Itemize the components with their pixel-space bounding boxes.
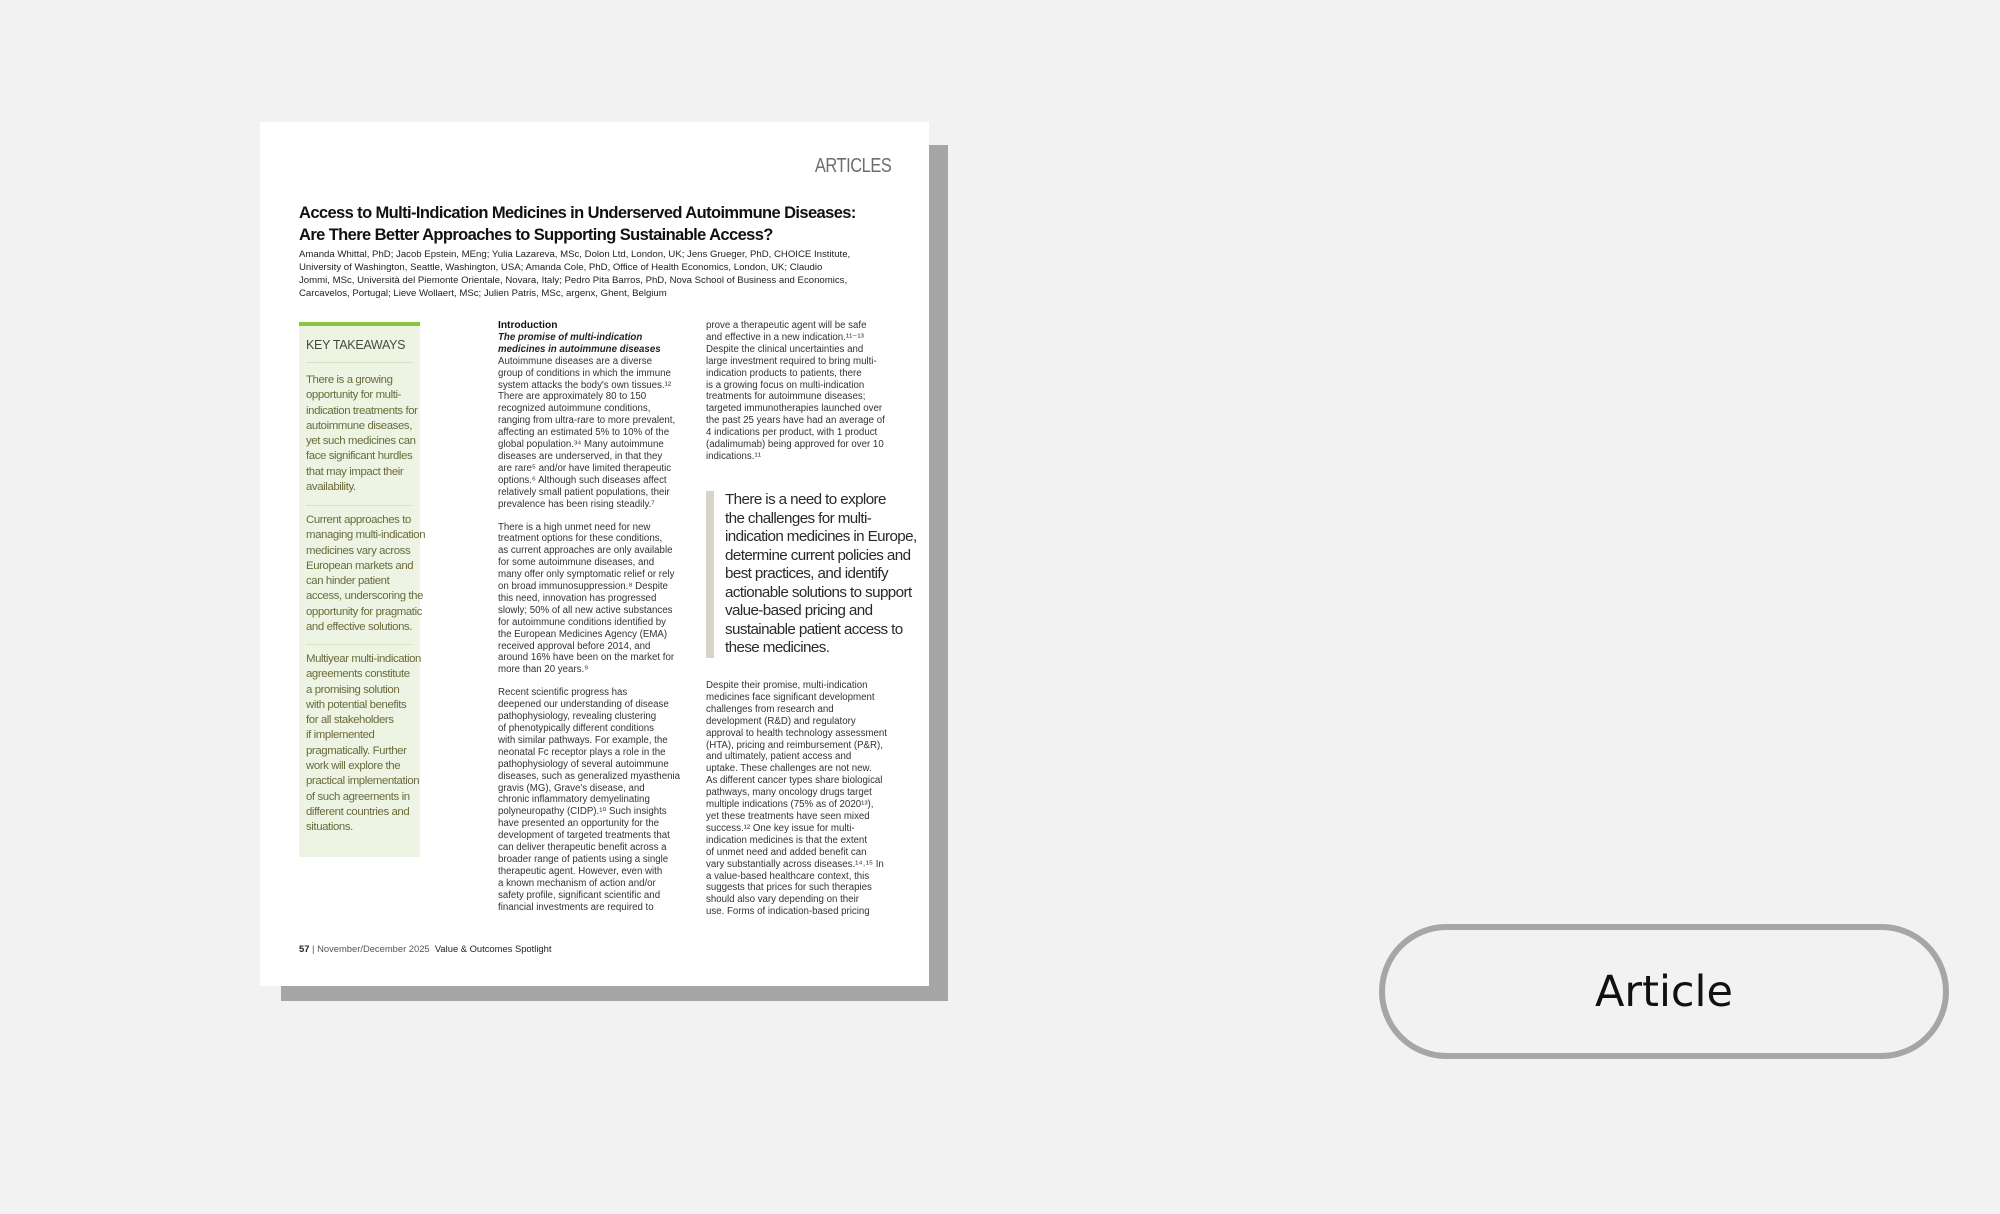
takeaway-line: practical implementation xyxy=(306,775,420,788)
text-line: on broad immunosuppression.⁸ Despite xyxy=(498,581,668,593)
key-takeaways-box xyxy=(299,322,426,857)
article-title-line: Are There Better Approaches to Supporting Sustainable Access? xyxy=(299,226,773,244)
takeaway-line: a promising solution xyxy=(306,683,400,696)
pull-quote-line: sustainable patient access to xyxy=(725,620,903,638)
text-line: treatment options for these conditions, xyxy=(498,533,663,545)
pull-quote-line: indication medicines in Europe, xyxy=(725,528,917,545)
section-heading: Introduction xyxy=(498,320,558,331)
text-line: should also vary depending on their xyxy=(706,894,859,906)
text-line: therapeutic agent. However, even with xyxy=(498,865,663,877)
takeaway-item xyxy=(306,513,426,635)
text-line: suggests that prices for such therapies xyxy=(706,882,872,894)
takeaway-line: can hinder patient xyxy=(306,575,390,588)
takeaway-line: European markets and xyxy=(306,559,414,572)
footer-separator: | xyxy=(309,943,318,954)
text-line: chronic inflammatory demyelinating xyxy=(498,794,650,806)
text-line: indication products to patients, there xyxy=(706,367,862,379)
text-line: yet these treatments have seen mixed xyxy=(706,810,870,822)
text-line: received approval before 2014, and xyxy=(498,640,651,652)
takeaway-line: indication treatments for xyxy=(306,404,418,417)
body-column-2-top xyxy=(706,320,901,463)
takeaway-line: different countries and xyxy=(306,805,410,818)
paragraph xyxy=(498,687,693,913)
text-line: and ultimately, patient access and xyxy=(706,751,852,763)
page-footer xyxy=(299,943,551,954)
text-line: for some autoimmune diseases, and xyxy=(498,557,655,569)
author-line: Carcavelos, Portugal; Lieve Wollaert, MSc; Julien Patris, MSc, argenx, Ghent, Belgium xyxy=(299,288,667,299)
takeaway-line: opportunity for multi- xyxy=(306,389,402,402)
takeaway-line: work will explore the xyxy=(306,760,401,773)
text-line: prevalence has been rising steadily.⁷ xyxy=(498,498,655,510)
takeaway-line: agreements constitute xyxy=(306,668,410,681)
article-button-label: Article xyxy=(1595,966,1733,1017)
takeaway-line: face significant hurdles xyxy=(306,450,413,463)
takeaway-line: Current approaches to xyxy=(306,514,411,526)
takeaway-line: yet such medicines can xyxy=(306,435,416,448)
text-line: approval to health technology assessment xyxy=(706,727,887,739)
takeaway-line: of such agreements in xyxy=(306,790,410,803)
pull-quote-line: these medicines. xyxy=(725,639,830,656)
text-line: uptake. These challenges are not new. xyxy=(706,763,872,775)
takeaway-line: that may impact their xyxy=(306,465,404,478)
text-line: affecting an estimated 5% to 10% of the xyxy=(498,427,670,439)
text-line: gravis (MG), Grave's disease, and xyxy=(498,782,645,794)
text-line: pathophysiology of several autoimmune xyxy=(498,758,669,770)
text-line: and effective in a new indication.¹¹⁻¹³ xyxy=(706,331,864,343)
section-label: ARTICLES xyxy=(814,155,891,177)
takeaway-line: medicines vary across xyxy=(306,544,411,557)
takeaway-line: situations. xyxy=(306,821,353,834)
takeaway-item xyxy=(306,652,421,836)
pull-quote-line: best practices, and identify xyxy=(725,565,889,582)
text-line: a value-based healthcare context, this xyxy=(706,870,870,882)
text-line: targeted immunotherapies launched over xyxy=(706,403,883,415)
text-line: multiple indications (75% as of 2020¹³), xyxy=(706,799,874,811)
article-title-line: Access to Multi-Indication Medicines in Underserved Autoimmune Diseases: xyxy=(299,204,856,222)
text-line: financial investments are required to xyxy=(498,901,654,913)
text-line: of phenotypically different conditions xyxy=(498,723,654,734)
author-line: Jommi, MSc, Università del Piemonte Orientale, Novara, Italy; Pedro Pita Barros, PhD, Nova School of Business and Economics, xyxy=(299,275,848,286)
issue-date: November/December 2025 xyxy=(317,943,430,954)
text-line: Autoimmune diseases are a diverse xyxy=(498,355,653,367)
pull-quote-line: There is a need to explore xyxy=(725,491,886,508)
takeaway-line: Multiyear multi-indication xyxy=(306,653,421,665)
author-line: Amanda Whittal, PhD; Jacob Epstein, MEng; Yulia Lazareva, MSc, Dolon Ltd, London, UK; Jens Grueger, PhD, CHOICE Institute, xyxy=(299,249,851,260)
text-line: group of conditions in which the immune xyxy=(498,367,671,379)
publication-name: Value & Outcomes Spotlight xyxy=(434,943,552,954)
takeaway-line: pragmatically. Further xyxy=(306,744,407,757)
text-line: is a growing focus on multi-indication xyxy=(706,379,865,391)
text-line: global population.³⁴ Many autoimmune xyxy=(498,439,664,451)
pull-quote-line: determine current policies and xyxy=(725,546,911,564)
paragraph xyxy=(498,356,693,511)
text-line: development of targeted treatments that xyxy=(498,830,670,842)
text-line: use. Forms of indication-based pricing xyxy=(706,906,870,918)
text-line: Recent scientific progress has xyxy=(498,687,628,699)
takeaway-line: access, underscoring the xyxy=(306,590,424,603)
paragraph xyxy=(498,522,693,677)
text-line: can deliver therapeutic benefit across a xyxy=(498,842,667,854)
document-page xyxy=(260,122,929,986)
text-line: Despite their promise, multi-indication xyxy=(706,680,868,691)
body-column-1 xyxy=(498,320,693,914)
takeaway-line: for all stakeholders xyxy=(306,714,394,727)
takeaway-line: There is a growing xyxy=(306,374,393,386)
subsection-heading-line: medicines in autoimmune diseases xyxy=(498,343,661,355)
text-line: indications.¹¹ xyxy=(706,450,761,462)
text-line: There are approximately 80 to 150 xyxy=(498,391,647,403)
pull-quote xyxy=(706,491,925,658)
text-line: (adalimumab) being approved for over 10 xyxy=(706,439,884,451)
article-title xyxy=(299,202,899,246)
text-line: challenges from research and xyxy=(706,703,834,715)
text-line: There is a high unmet need for new xyxy=(498,521,651,533)
text-line: around 16% have been on the market for xyxy=(498,652,675,664)
takeaway-line: autoimmune diseases, xyxy=(306,419,412,432)
text-line: polyneuropathy (CIDP).¹⁰ Such insights xyxy=(498,806,667,818)
takeaways-divider xyxy=(306,505,413,506)
text-line: diseases, such as generalized myasthenia xyxy=(498,770,681,782)
text-line: 4 indications per product, with 1 product xyxy=(706,427,878,439)
pull-quote-line: value-based pricing and xyxy=(725,602,873,619)
text-line: success.¹² One key issue for multi- xyxy=(706,822,855,834)
text-line: (HTA), pricing and reimbursement (P&R), xyxy=(706,739,883,751)
text-line: more than 20 years.⁹ xyxy=(498,664,589,676)
text-line: broader range of patients using a single xyxy=(498,853,669,865)
key-takeaways-heading: KEY TAKEAWAYS xyxy=(306,338,406,352)
text-line: have presented an opportunity for the xyxy=(498,818,660,830)
pull-quote-line: actionable solutions to support xyxy=(725,583,912,601)
text-line: treatments for autoimmune diseases; xyxy=(706,391,866,403)
takeaway-line: with potential benefits xyxy=(306,698,407,711)
takeaway-line: opportunity for pragmatic xyxy=(306,605,422,618)
takeaways-divider xyxy=(306,644,413,645)
text-line: As different cancer types share biological xyxy=(706,775,883,787)
text-line: the European Medicines Agency (EMA) xyxy=(498,628,668,640)
text-line: a known mechanism of action and/or xyxy=(498,877,656,889)
text-line: with similar pathways. For example, the xyxy=(498,734,668,746)
text-line: medicines face significant development xyxy=(706,691,875,703)
text-line: safety profile, significant scientific and xyxy=(498,889,661,901)
text-line: system attacks the body's own tissues.¹² xyxy=(498,379,672,391)
author-line: University of Washington, Seattle, Washington, USA; Amanda Cole, PhD, Office of Health Economics, London, UK; Claudio xyxy=(299,262,823,273)
text-line: neonatal Fc receptor plays a role in the xyxy=(498,746,666,758)
takeaway-line: and effective solutions. xyxy=(306,621,413,634)
text-line: diseases are underserved, in that they xyxy=(498,450,663,462)
text-line: are rare⁵ and/or have limited therapeutic xyxy=(498,462,672,474)
text-line: large investment required to bring multi- xyxy=(706,355,877,367)
takeaways-divider xyxy=(306,362,413,363)
pull-quote-line: the challenges for multi- xyxy=(725,509,872,527)
body-column-2-bottom xyxy=(706,680,906,918)
text-line: deepened our understanding of disease xyxy=(498,699,669,711)
takeaway-line: managing multi-indication xyxy=(306,529,426,542)
takeaway-line: availability. xyxy=(306,481,356,494)
text-line: Despite the clinical uncertainties and xyxy=(706,343,864,355)
text-line: slowly; 50% of all new active substances xyxy=(498,604,673,616)
text-line: pathophysiology, revealing clustering xyxy=(498,711,657,723)
text-line: as current approaches are only available xyxy=(498,545,673,557)
text-line: this need, innovation has progressed xyxy=(498,592,657,604)
text-line: development (R&D) and regulatory xyxy=(706,715,856,727)
subsection-heading-line: The promise of multi-indication xyxy=(498,331,643,343)
takeaway-item xyxy=(306,373,418,495)
text-line: many offer only symptomatic relief or rely xyxy=(498,569,675,581)
text-line: relatively small patient populations, their xyxy=(498,486,670,498)
text-line: options.⁶ Although such diseases affect xyxy=(498,474,667,486)
article-button[interactable] xyxy=(1379,924,1949,1059)
text-line: ranging from ultra-rare to more prevalent, xyxy=(498,415,676,427)
text-line: the past 25 years have had an average of xyxy=(706,415,885,427)
text-line: recognized autoimmune conditions, xyxy=(498,403,651,415)
text-line: vary substantially across diseases.¹⁴˒¹⁵ In xyxy=(706,858,884,870)
author-list xyxy=(299,248,899,300)
text-line: prove a therapeutic agent will be safe xyxy=(706,320,867,331)
takeaway-line: if implemented xyxy=(306,729,375,742)
text-line: for autoimmune conditions identified by xyxy=(498,616,667,628)
text-line: pathways, many oncology drugs target xyxy=(706,787,872,799)
page-number: 57 xyxy=(299,943,310,954)
text-line: of unmet need and added benefit can xyxy=(706,846,867,858)
text-line: indication medicines is that the extent xyxy=(706,834,868,846)
